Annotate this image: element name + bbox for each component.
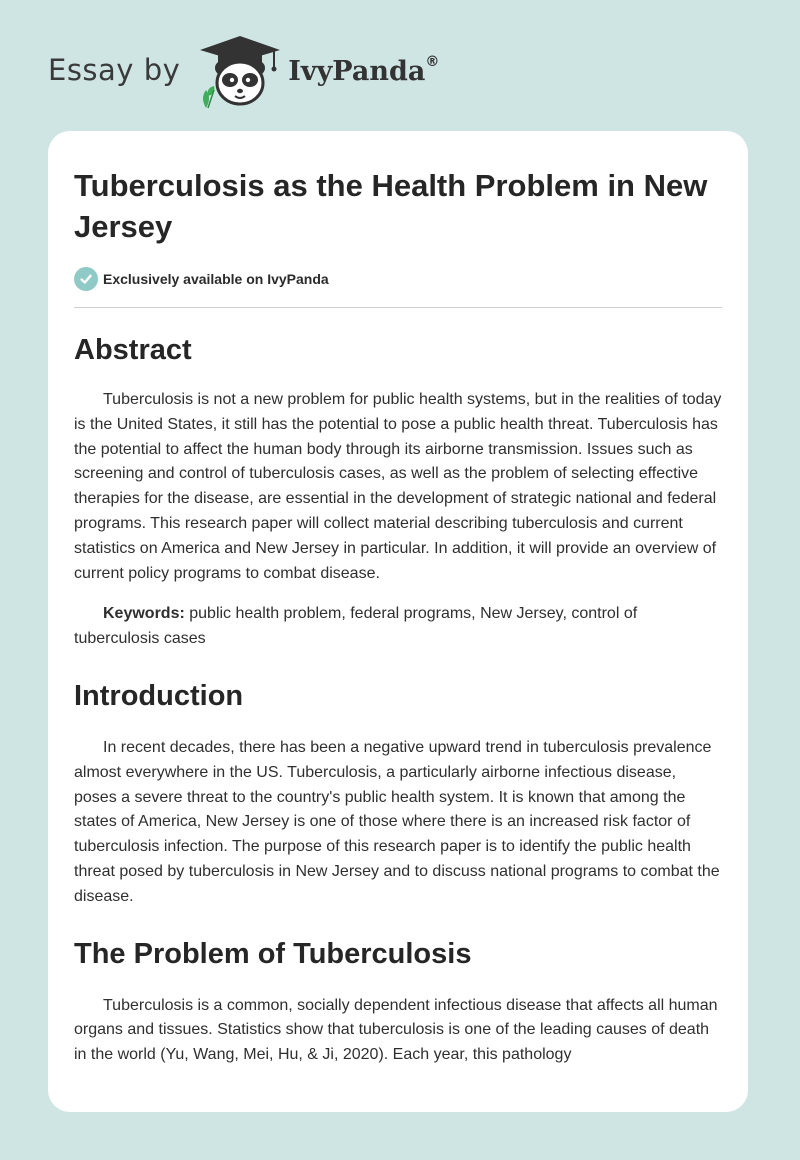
panda-logo-icon[interactable]: [192, 30, 288, 110]
brand-text: IvyPanda: [288, 55, 426, 87]
introduction-heading: Introduction: [74, 679, 244, 712]
essay-by-label: Essay by: [48, 53, 181, 87]
exclusive-badge: [74, 266, 722, 292]
keywords-text: public health problem, federal programs, New Jersey, control of tuberculosis cases: [74, 605, 638, 648]
exclusive-label: Exclusively available on IvyPanda: [103, 271, 329, 287]
registered-mark: ®: [425, 53, 440, 70]
abstract-paragraph: Tuberculosis is not a new problem for public health systems, but in the realities of today is the United States, it still has the potential to pose a public health threat. Tuberculosis has the potential to affect the human body through its airborne transmission. Issues such as screening and control of tuberculosis cases, as well as the problem of selecting effective therapies for the disease, are essential in the development of strategic national and federal programs. This research paper will collect material describing tuberculosis and current statistics on America and New Jersey in particular. In addition, it will provide an overview of current policy programs to combat disease.: [74, 391, 722, 582]
brand-name[interactable]: [288, 54, 439, 87]
introduction-paragraph: In recent decades, there has been a negative upward trend in tuberculosis prevalence almost everywhere in the US. Tuberculosis, a particularly airborne infectious disease, poses a severe threat to the country's public health system. It is known that among the states of America, New Jersey is one of those where there is an increased risk factor of tuberculosis infection. The purpose of this research paper is to identify the public health threat posed by tuberculosis in New Jersey and to discuss national programs to combat the disease.: [74, 738, 720, 905]
abstract-heading: Abstract: [74, 334, 192, 366]
divider: [74, 307, 722, 308]
problem-paragraph: Tuberculosis is a common, socially dependent infectious disease that affects all human organs and tissues. Statistics show that tuberculosis is one of the leading causes of death in the world (Yu, Wang, Mei, Hu, & Ji, 2020). Each year, this pathology: [74, 996, 718, 1064]
site-header: [48, 30, 439, 110]
checkmark-icon: [74, 267, 98, 291]
page-title: Tuberculosis as the Health Problem in New Jersey: [74, 168, 708, 244]
problem-heading: The Problem of Tuberculosis: [74, 937, 472, 970]
keywords-paragraph: [74, 602, 722, 652]
keywords-label: Keywords:: [103, 605, 185, 623]
essay-card: [48, 131, 748, 1112]
